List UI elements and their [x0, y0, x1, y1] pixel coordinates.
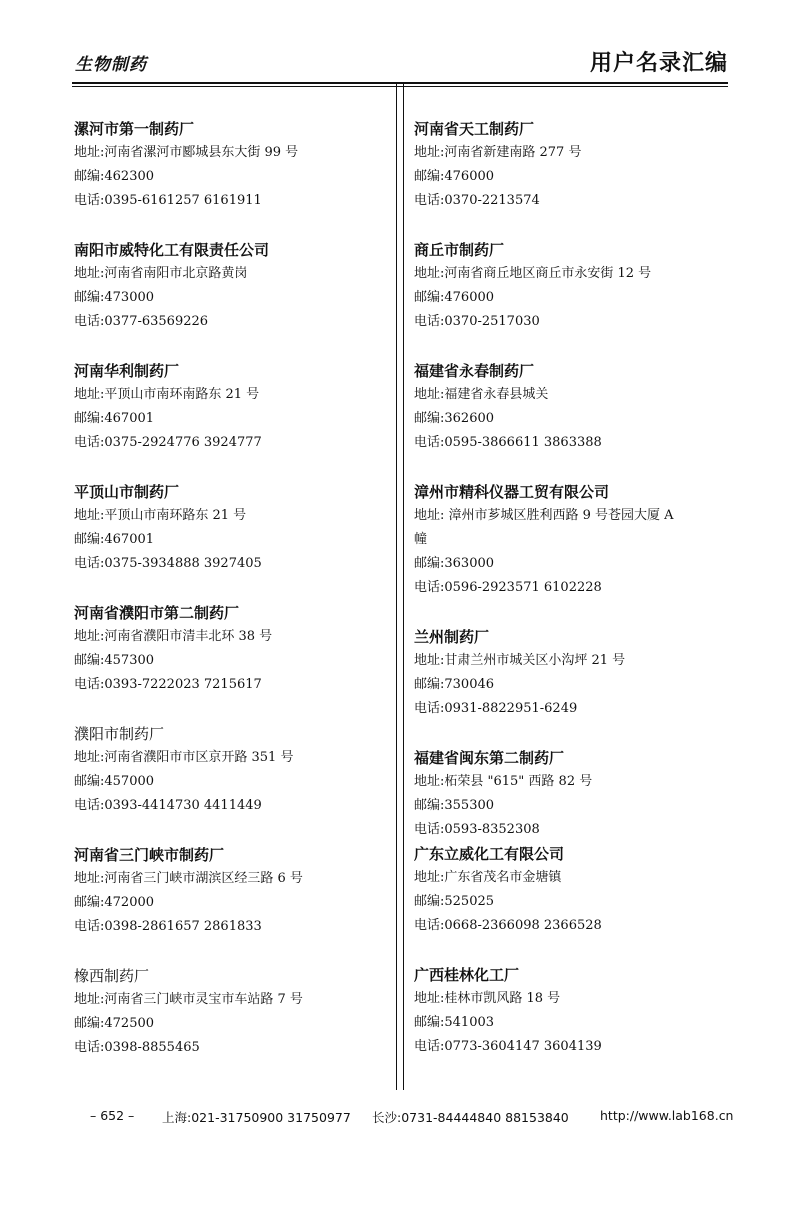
company-address: 地址:福建省永春县城关 [414, 387, 549, 402]
company-entry [414, 117, 734, 213]
company-postcode: 邮编:457000 [74, 774, 155, 789]
company-name: 河南省濮阳市第二制药厂 [74, 604, 240, 622]
company-name: 漯河市第一制药厂 [74, 120, 195, 138]
right-column [414, 117, 734, 1059]
company-entry [74, 238, 404, 334]
company-address: 地址:河南省漯河市郾城县东大街 99 号 [74, 145, 299, 160]
company-entry [414, 238, 734, 334]
company-entry [74, 843, 404, 939]
company-postcode: 邮编:472500 [74, 1016, 155, 1031]
company-name: 河南华利制药厂 [74, 362, 180, 380]
company-address: 地址:河南省濮阳市清丰北环 38 号 [74, 629, 273, 644]
company-phone: 电话:0370-2213574 [414, 193, 540, 208]
company-name: 橡西制药厂 [74, 967, 150, 985]
company-address: 地址:广东省茂名市金塘镇 [414, 870, 562, 885]
company-phone: 电话:0593-8352308 [414, 822, 540, 837]
company-name: 河南省天工制药厂 [414, 120, 535, 138]
company-address: 地址:河南省三门峡市湖滨区经三路 6 号 [74, 871, 303, 886]
company-address: 地址:平顶山市南环南路东 21 号 [74, 387, 260, 402]
company-postcode: 邮编:730046 [414, 677, 495, 692]
company-name: 广西桂林化工厂 [414, 966, 520, 984]
left-column [74, 117, 404, 1060]
company-name: 广东立威化工有限公司 [414, 845, 565, 863]
company-name: 濮阳市制药厂 [74, 725, 165, 743]
company-postcode: 邮编:525025 [414, 894, 495, 909]
company-phone: 电话:0393-7222023 7215617 [74, 677, 262, 692]
company-phone: 电话:0377-63569226 [74, 314, 209, 329]
company-entry [414, 480, 734, 600]
company-phone: 电话:0370-2517030 [414, 314, 540, 329]
company-postcode: 邮编:467001 [74, 411, 155, 426]
company-entry [74, 480, 404, 576]
company-postcode: 邮编:363000 [414, 556, 495, 571]
company-postcode: 邮编:355300 [414, 798, 495, 813]
company-entry [414, 963, 734, 1059]
company-entry [414, 842, 734, 938]
company-phone: 电话:0931-8822951-6249 [414, 701, 578, 716]
company-name: 商丘市制药厂 [414, 241, 505, 259]
company-address: 地址:河南省南阳市北京路黄岗 [74, 266, 248, 281]
company-name: 漳州市精科仪器工贸有限公司 [414, 483, 610, 501]
company-phone: 电话:0398-2861657 2861833 [74, 919, 262, 934]
company-phone: 电话:0595-3866611 3863388 [414, 435, 602, 450]
company-name: 南阳市威特化工有限责任公司 [74, 241, 270, 259]
company-entry [74, 964, 404, 1060]
company-entry [414, 359, 734, 455]
company-phone: 电话:0375-3934888 3927405 [74, 556, 262, 571]
column-divider [396, 84, 404, 1090]
shanghai-contact: 上海:021-31750900 31750977 [162, 1110, 351, 1125]
company-address: 地址:河南省濮阳市市区京开路 351 号 [74, 750, 294, 765]
company-postcode: 邮编:362600 [414, 411, 495, 426]
company-name: 福建省永春制药厂 [414, 362, 535, 380]
company-postcode: 邮编:476000 [414, 290, 495, 305]
company-phone: 电话:0393-4414730 4411449 [74, 798, 262, 813]
company-postcode: 邮编:457300 [74, 653, 155, 668]
company-address: 地址:河南省新建南路 277 号 [414, 145, 582, 160]
company-address: 地址:河南省三门峡市灵宝市车站路 7 号 [74, 992, 303, 1007]
company-address: 地址:桂林市凯风路 18 号 [414, 991, 561, 1006]
company-phone: 电话:0375-2924776 3924777 [74, 435, 262, 450]
company-entry [414, 625, 734, 721]
company-phone: 电话:0395-6161257 6161911 [74, 193, 262, 208]
book-title: 用户名录汇编 [589, 51, 728, 76]
company-address: 地址:甘肃兰州市城关区小沟坪 21 号 [414, 653, 626, 668]
company-postcode: 邮编:467001 [74, 532, 155, 547]
changsha-contact: 长沙:0731-84444840 88153840 [372, 1110, 569, 1125]
company-address: 地址:柘荣县 "615" 西路 82 号 [414, 774, 593, 789]
company-postcode: 邮编:473000 [74, 290, 155, 305]
company-entry [74, 601, 404, 697]
company-postcode: 邮编:476000 [414, 169, 495, 184]
page-number: – 652 – [90, 1108, 135, 1123]
company-address: 地址: 漳州市芗城区胜利西路 9 号苍园大厦 A [414, 508, 674, 523]
company-address: 地址:平顶山市南环路东 21 号 [74, 508, 247, 523]
company-postcode: 邮编:541003 [414, 1015, 495, 1030]
company-name: 平顶山市制药厂 [74, 483, 180, 501]
section-title: 生物制药 [75, 55, 147, 75]
company-name: 福建省闽东第二制药厂 [414, 749, 565, 767]
company-entry [414, 746, 734, 842]
company-name: 兰州制药厂 [414, 628, 490, 646]
company-phone: 电话:0398-8855465 [74, 1040, 200, 1055]
company-entry [74, 722, 404, 818]
company-name: 河南省三门峡市制药厂 [74, 846, 225, 864]
company-entry [74, 359, 404, 455]
website-url: http://www.lab168.cn [600, 1108, 734, 1123]
company-postcode: 邮编:462300 [74, 169, 155, 184]
company-postcode: 邮编:472000 [74, 895, 155, 910]
company-address: 地址:河南省商丘地区商丘市永安街 12 号 [414, 266, 652, 281]
company-phone: 电话:0668-2366098 2366528 [414, 918, 602, 933]
company-phone: 电话:0773-3604147 3604139 [414, 1039, 602, 1054]
company-entry [74, 117, 404, 213]
company-address-continued: 幢 [414, 532, 428, 547]
company-phone: 电话:0596-2923571 6102228 [414, 580, 602, 595]
